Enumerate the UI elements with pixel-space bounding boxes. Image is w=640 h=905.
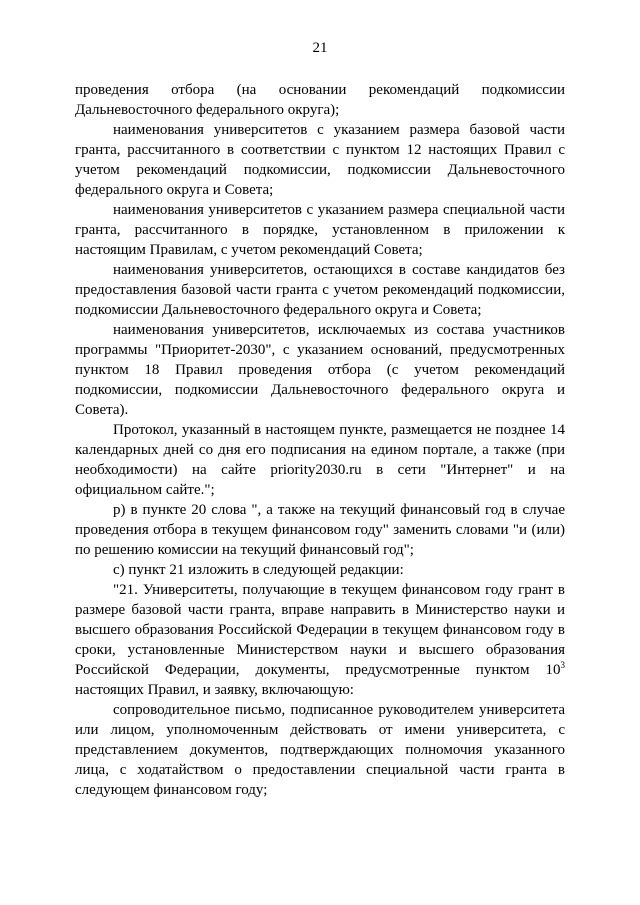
paragraph-tail: настоящих Правил, и заявку, включающую: <box>75 682 354 698</box>
paragraph: наименования университетов с указанием размера базовой части гранта, рассчитанного в соответствии с пунктом 12 настоящих Правил с учетом рекомендаций подкомиссии, подкомиссии Дальневосточного федерального округа и Совета; <box>75 122 565 198</box>
paragraph: сопроводительное письмо, подписанное руководителем университета или лицом, уполномоченным действовать от имени университета, с представлением документов, подтверждающих полномочия указанного лица, с ходатайством о предоставлении специальной части гранта в следующем финансовом году; <box>75 702 565 798</box>
paragraph: р) в пункте 20 слова ", а также на текущий финансовый год в случае проведения отбора в текущем финансовом году" заменить словами "и (или) по решению комиссии на текущий финансовый год"; <box>75 502 565 558</box>
paragraph: наименования университетов, остающихся в составе кандидатов без предоставления базовой части гранта с учетом рекомендаций подкомиссии, подкомиссии Дальневосточного федерального округа и Совета; <box>75 262 565 318</box>
paragraph: наименования университетов, исключаемых из состава участников программы "Приоритет-2030", с указанием оснований, предусмотренных пунктом 18 Правил проведения отбора (с учетом рекомендаций подкомиссии, подкомиссии Дальневосточного федерального округа и Совета). <box>75 322 565 418</box>
paragraph-text: "21. Университеты, получающие в текущем финансовом году грант в размере базовой части гранта, вправе направить в Министерство науки и высшего образования Российской Федерации в текущем финансовом году в сроки, установленные Министерством науки и высшего образования Российской Федерации, документы, предусмотренные пунктом 10 <box>75 582 565 678</box>
paragraph: проведения отбора (на основании рекомендаций подкомиссии Дальневосточного федерального округа); <box>75 82 565 118</box>
document-body <box>75 80 565 800</box>
paragraph <box>75 580 565 700</box>
page-number: 21 <box>312 40 328 56</box>
paragraph: наименования университетов с указанием размера специальной части гранта, рассчитанного в порядке, установленном в приложении к настоящим Правилам, с учетом рекомендаций Совета; <box>75 202 565 258</box>
paragraph: с) пункт 21 изложить в следующей редакции: <box>113 562 404 578</box>
superscript: 3 <box>560 660 565 670</box>
paragraph: Протокол, указанный в настоящем пункте, размещается не позднее 14 календарных дней со дня его подписания на едином портале, а также (при необходимости) на сайте priority2030.ru в сети "Интернет" и на официальном сайте."; <box>75 422 565 498</box>
